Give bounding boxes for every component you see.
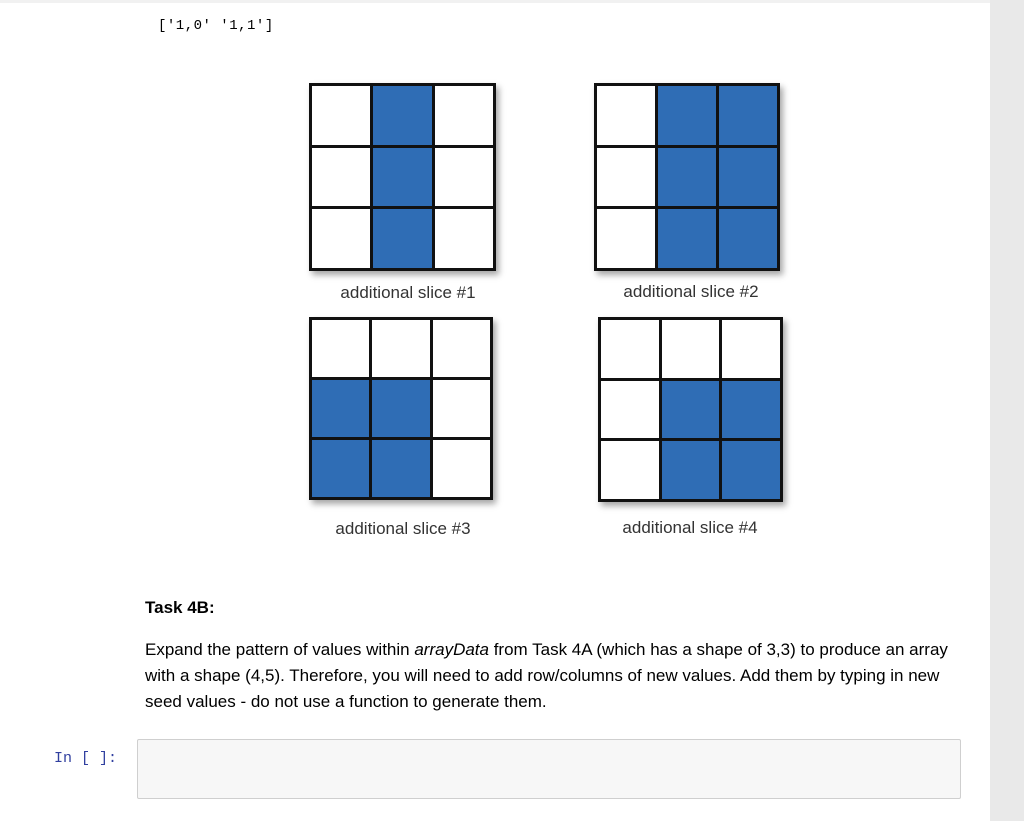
empty-cell	[597, 148, 655, 207]
empty-cell	[601, 381, 659, 439]
filled-cell	[719, 209, 777, 268]
slice-2-grid	[594, 83, 780, 271]
slice-3-caption: additional slice #3	[335, 519, 471, 538]
slice-4-caption: additional slice #4	[622, 518, 758, 537]
task-text-arraydata: arrayData	[414, 640, 489, 659]
filled-cell	[662, 441, 720, 499]
filled-cell	[658, 86, 716, 145]
empty-cell	[312, 148, 370, 207]
filled-cell	[373, 86, 431, 145]
filled-cell	[658, 148, 716, 207]
empty-cell	[433, 320, 490, 377]
filled-cell	[312, 440, 369, 497]
code-cell-input[interactable]	[137, 739, 961, 799]
empty-cell	[601, 441, 659, 499]
empty-cell	[435, 86, 493, 145]
empty-cell	[597, 86, 655, 145]
filled-cell	[719, 148, 777, 207]
empty-cell	[433, 380, 490, 437]
slice-2-caption: additional slice #2	[623, 282, 759, 301]
cell-separator	[0, 0, 990, 3]
slice-1-grid	[309, 83, 496, 271]
input-prompt: In [ ]:	[54, 750, 118, 767]
empty-cell	[312, 320, 369, 377]
slice-3-grid	[309, 317, 493, 500]
empty-cell	[597, 209, 655, 268]
task-text-part2: from Task 4A (which has a shape of 3,3) to produce an array with a shape (4,5). Therefore, you will need to add row/columns of new values. Add them by typing in new seed values - do not use a function to generate them.	[145, 640, 948, 711]
task-description	[145, 637, 950, 715]
filled-cell	[373, 148, 431, 207]
slice-1-caption: additional slice #1	[340, 283, 476, 302]
filled-cell	[658, 209, 716, 268]
empty-cell	[662, 320, 720, 378]
empty-cell	[435, 148, 493, 207]
filled-cell	[312, 380, 369, 437]
empty-cell	[722, 320, 780, 378]
filled-cell	[722, 381, 780, 439]
task-text-part1: Expand the pattern of values within	[145, 640, 415, 659]
scrollbar[interactable]	[990, 0, 1024, 821]
cell-output-text: ['1,0' '1,1']	[158, 18, 274, 34]
task-heading: Task 4B:	[145, 598, 215, 617]
empty-cell	[312, 86, 370, 145]
empty-cell	[433, 440, 490, 497]
filled-cell	[373, 209, 431, 268]
filled-cell	[372, 440, 429, 497]
filled-cell	[662, 381, 720, 439]
filled-cell	[372, 380, 429, 437]
filled-cell	[722, 441, 780, 499]
filled-cell	[719, 86, 777, 145]
empty-cell	[435, 209, 493, 268]
empty-cell	[312, 209, 370, 268]
slice-4-grid	[598, 317, 783, 502]
empty-cell	[372, 320, 429, 377]
empty-cell	[601, 320, 659, 378]
